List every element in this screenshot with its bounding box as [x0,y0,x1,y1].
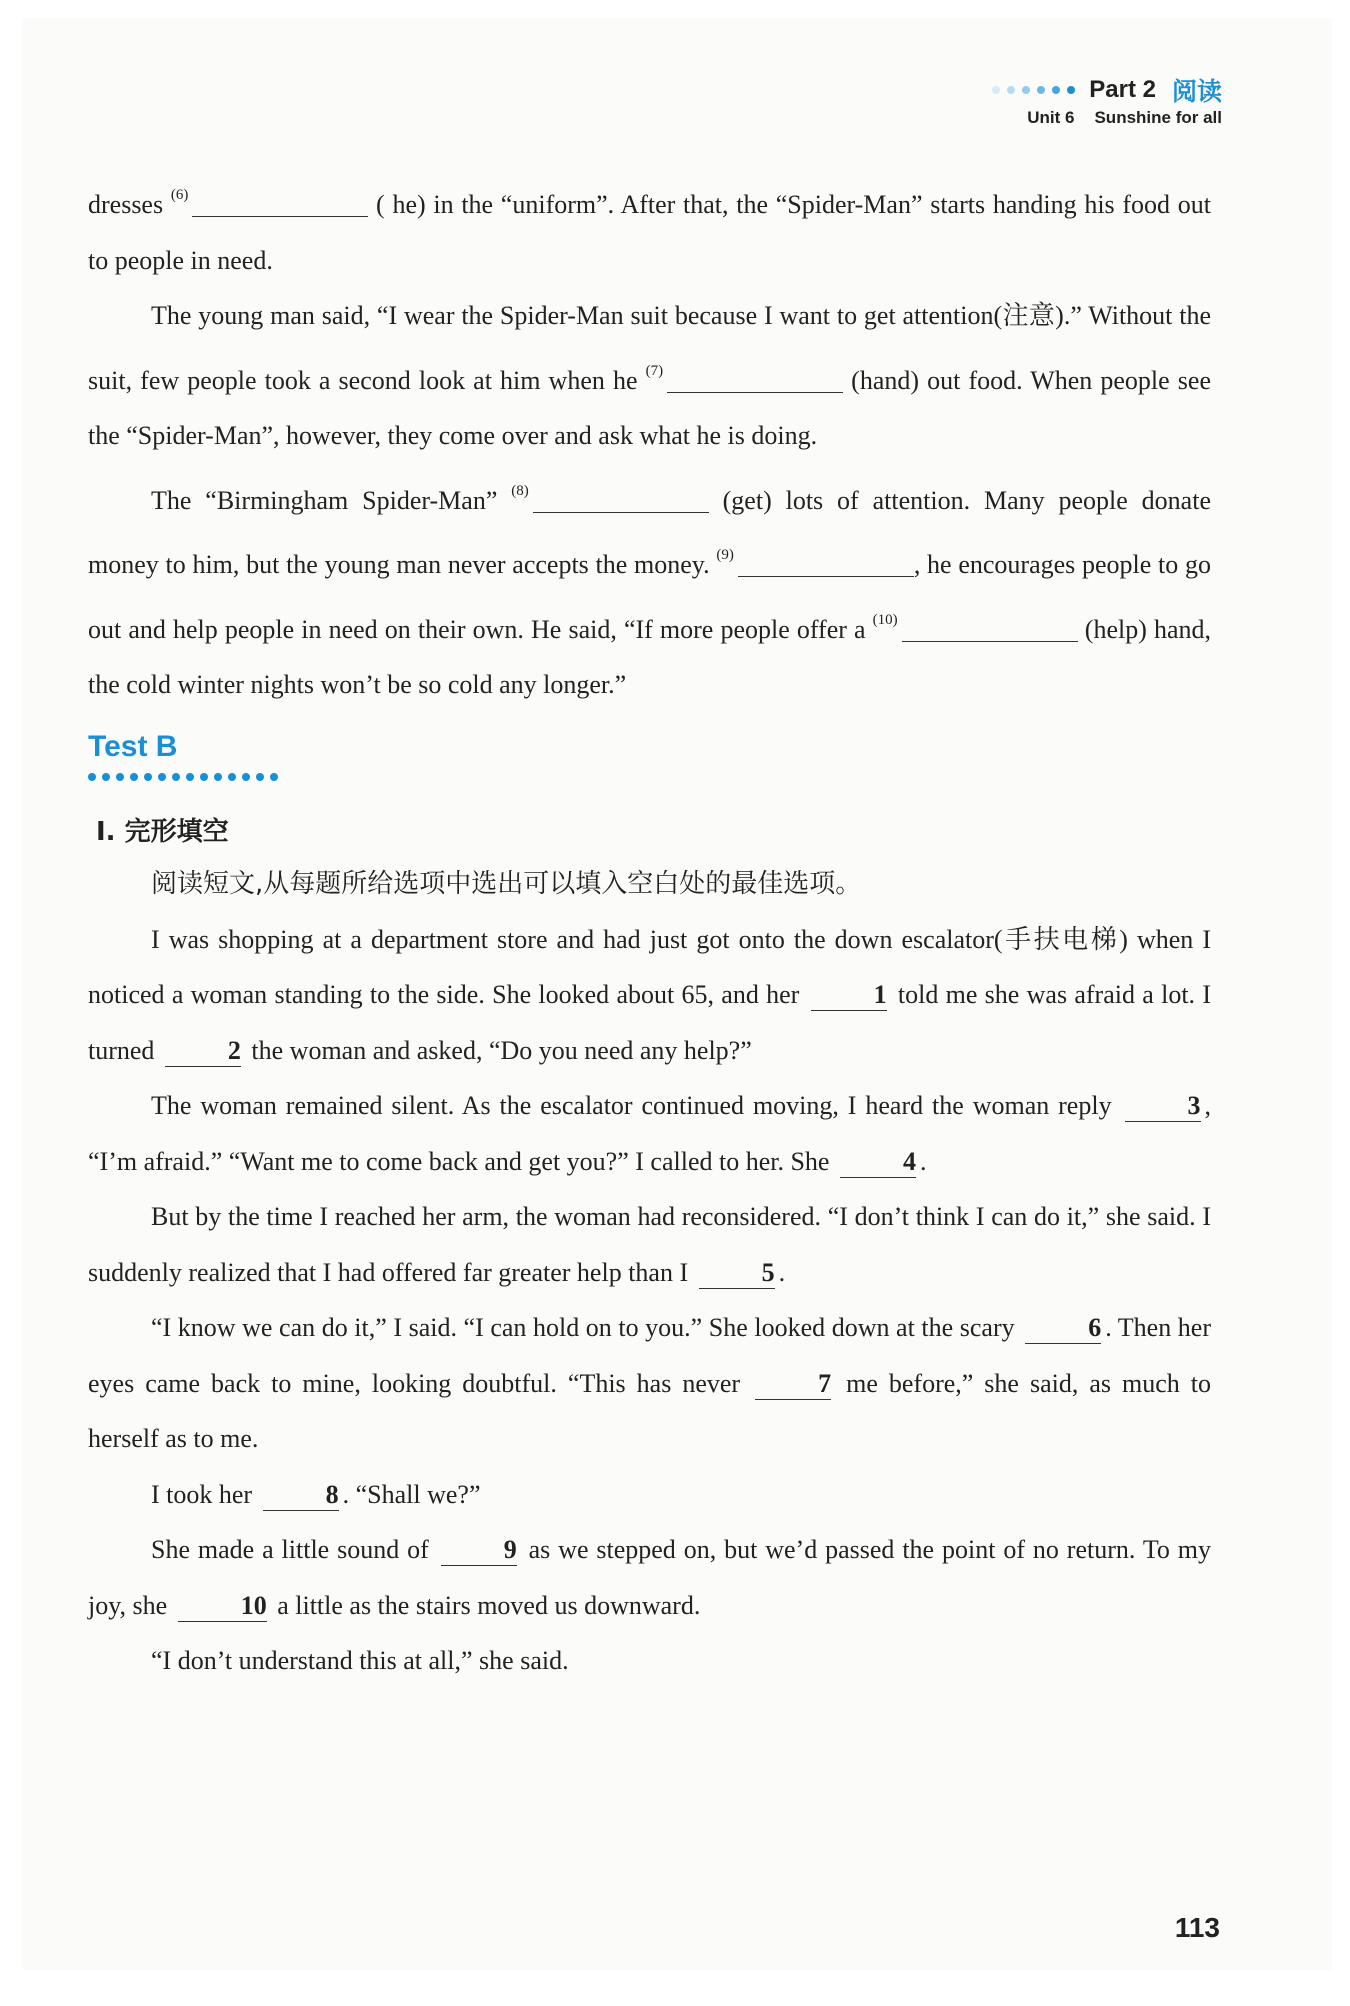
unit-label: Unit 6 [1027,108,1075,127]
question-number-10: (10) [872,611,898,628]
cloze-paragraph [88,1522,1211,1633]
title-dot [144,773,152,781]
answer-blank-6[interactable] [192,190,368,217]
text-run: told me she was afraid a lot. I turned [88,980,1211,1065]
part-label: Part 2 [1089,76,1156,103]
question-number-9: (9) [716,547,734,563]
text-run: The “Birmingham Spider-Man” [151,485,512,515]
cloze-blank-5[interactable]: 5 [699,1258,775,1289]
cloze-blank-6[interactable]: 6 [1025,1313,1101,1344]
page-content [88,168,1211,1689]
text-run: The woman remained silent. As the escalator continued moving, I heard the woman reply [151,1091,1121,1120]
instruction-text: 阅读短文,从每题所给选项中选出可以填入空白处的最佳选项。 [151,868,862,899]
title-dot [102,773,110,781]
cloze-paragraph [88,1300,1211,1467]
title-dot [256,773,264,781]
page-number: 113 [1174,1912,1220,1943]
cloze-paragraph: “I don’t understand this at all,” she said. [151,1646,569,1675]
header-dot [992,86,1000,94]
cloze-paragraph [88,1189,1211,1300]
title-dot [130,773,138,781]
text-run: She made a little sound of [151,1535,437,1564]
header-dot [1052,86,1060,94]
title-dot [200,773,208,781]
test-title: Test B [88,729,178,763]
text-run: (get) lots of attention. Many people donate money to him, but the young man never accepts the money. [88,485,1211,579]
title-dot [270,773,278,781]
header-dots-decoration [992,86,1075,94]
text-run: ( he) in the “uniform”. After that, the “Spider-Man” starts handing his food out to people in need. [88,190,1211,275]
cloze-blank-9[interactable]: 9 [441,1535,517,1566]
part-chinese-label: 阅读 [1171,78,1222,106]
title-dot [158,773,166,781]
cloze-blank-1[interactable]: 1 [811,980,887,1011]
title-dot [242,773,250,781]
cloze-blank-4[interactable]: 4 [840,1147,916,1178]
text-run: I took her [151,1479,259,1509]
title-dot [88,773,96,781]
header-dot [1037,86,1045,94]
cloze-blank-7[interactable]: 7 [755,1369,831,1400]
passage-paragraph [88,288,1211,464]
unit-title: Sunshine for all [1094,108,1222,127]
header-dot [1022,86,1030,94]
text-run: , he encourages people to go out and help people in need on their own. He said, “If more people offer a [88,550,1211,644]
title-dot [172,773,180,781]
text-run: But by the time I reached her arm, the woman had reconsidered. “I don’t think I can do it,” she said. I suddenly realized that I had offered far greater help than I [88,1202,1211,1287]
cloze-blank-8[interactable]: 8 [263,1480,339,1511]
text-run: The young man said, “I wear the Spider-Man suit because I want to get attention(注意).” Without the suit, few people took a second look at him when he [88,301,1211,395]
passage-paragraph [88,464,1211,713]
cloze-paragraph [88,912,1211,1079]
text-run: as we stepped on, but we’d passed the point of no return. To my joy, she [88,1535,1212,1620]
unit-subheader [1027,108,1222,128]
question-number-8: (8) [511,482,529,499]
text-run: . “Shall we?” [342,1479,481,1509]
text-run: a little as the stairs moved us downward. [270,1590,701,1620]
section-title: Ⅰ. 完形填空 [96,816,229,847]
cloze-paragraph [88,1078,1211,1189]
text-run: dresses [88,190,171,219]
text-run: , “I’m afraid.” “Want me to come back and get you?” I called to her. She [88,1091,1211,1176]
cloze-blank-3[interactable]: 3 [1125,1091,1201,1122]
answer-blank-8[interactable] [533,486,709,513]
answer-blank-9[interactable] [738,550,914,577]
text-run: “I know we can do it,” I said. “I can hold on to you.” She looked down at the scary [151,1313,1022,1342]
text-run: I was shopping at a department store and had just got onto the down escalator(手扶电梯) when I noticed a woman standing to the side. She looked about 65, and her [88,924,1211,1009]
test-title-dots [88,773,1211,781]
question-number-6: (6) [170,187,189,203]
question-number-7: (7) [645,362,664,379]
workbook-page [22,18,1332,1970]
text-run: the woman and asked, “Do you need any help?” [244,1035,752,1065]
text-run: me before,” she said, as much to herself as to me. [88,1368,1212,1453]
title-dot [186,773,194,781]
page-header [992,72,1222,108]
header-dot [1007,86,1015,94]
text-run: (hand) out food. When people see the “Spider-Man”, however, they come over and ask what he is doing. [88,365,1211,450]
title-dot [214,773,222,781]
cloze-blank-10[interactable]: 10 [178,1591,267,1622]
text-run: . [778,1257,786,1287]
passage-paragraph [88,168,1211,288]
answer-blank-10[interactable] [902,615,1078,642]
cloze-paragraph [88,1467,1211,1523]
header-dot [1067,86,1075,94]
cloze-blank-2[interactable]: 2 [165,1036,241,1067]
answer-blank-7[interactable] [667,366,843,393]
title-dot [116,773,124,781]
text-run: . Then her eyes came back to mine, looking doubtful. “This has never [88,1313,1211,1398]
title-dot [228,773,236,781]
text-run: (help) hand, the cold winter nights won’t be so cold any longer.” [88,614,1212,699]
text-run: . [919,1146,927,1176]
